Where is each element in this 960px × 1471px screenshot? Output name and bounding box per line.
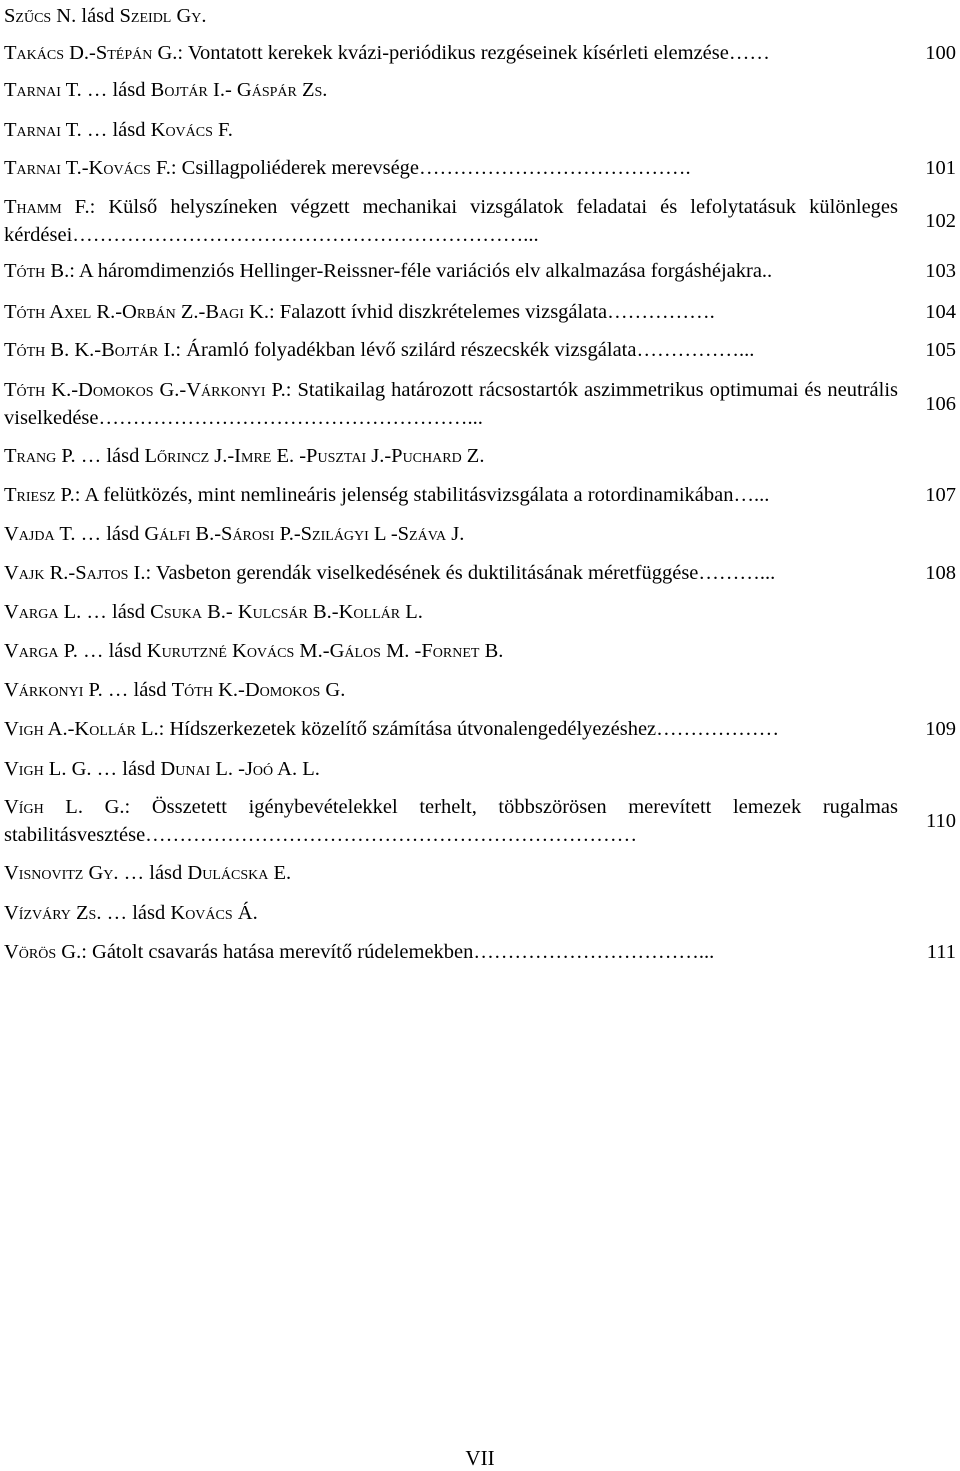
page-number: VII xyxy=(465,1446,495,1470)
entry-see: … lásd xyxy=(80,445,140,467)
entry-author: Triesz P.: xyxy=(4,484,81,506)
entry-see: … lásd xyxy=(123,862,183,884)
entry-reference: Kovács Á. xyxy=(170,902,258,924)
entry-reference: Kurutzné Kovács M.-Gálos M. -Fornet B. xyxy=(146,640,504,662)
entry-author: Várkonyi P. xyxy=(4,679,103,701)
entry-author: Varga L. xyxy=(4,601,82,623)
entry-page: 103 xyxy=(925,260,956,282)
entry-see: lásd xyxy=(81,5,115,27)
entry-title: A háromdimenziós Hellinger-Reissner-féle variációs elv alkalmazása forgáshéjakra.. xyxy=(78,260,773,282)
entry-reference: Tóth K.-Domokos G. xyxy=(171,679,346,701)
entry-reference: Lőrincz J.-Imre E. -Pusztai J.-Puchard Z. xyxy=(144,445,485,467)
entry-reference: Kovács F. xyxy=(150,119,233,141)
entry-reference: Dulácska E. xyxy=(187,862,292,884)
entry-author: Tóth Axel R.-Orbán Z.-Bagi K.: xyxy=(4,301,275,323)
entry-reference: Bojtár I.- Gáspár Zs. xyxy=(150,79,328,101)
entry-page: 102 xyxy=(925,210,956,232)
entry-title: Csillagpoliéderek merevsége…………………………………. xyxy=(181,157,691,179)
entry-title: A felütközés, mint nemlineáris jelenség stabilitásvizsgálata a rotordinamikában…... xyxy=(84,484,770,506)
entry-title: Áramló folyadékban lévő szilárd részecskék vizsgálata……………... xyxy=(186,339,755,361)
entry-page: 110 xyxy=(926,810,956,832)
entry-title: Vontatott kerekek kvázi-periódikus rezgéseinek kísérleti elemzése…… xyxy=(187,42,770,64)
entry-title: Vasbeton gerendák viselkedésének és duktilitásának méretfüggése………... xyxy=(155,562,776,584)
entry-page: 100 xyxy=(925,42,956,64)
entry-see: … lásd xyxy=(106,902,166,924)
entry-author: Visnovitz Gy. xyxy=(4,862,119,884)
entry-see: … lásd xyxy=(82,640,142,662)
entry-author: Tóth K.-Domokos G.-Várkonyi P.: xyxy=(4,379,292,401)
entry-page: 109 xyxy=(925,718,956,740)
entry-page: 105 xyxy=(925,339,956,361)
entry-reference: Dunai L. -Joó A. L. xyxy=(160,758,320,780)
entry-author: Vajk R.-Sajtos I.: xyxy=(4,562,152,584)
entry-author: Vígh L. G.: xyxy=(4,796,131,818)
entry-see: … lásd xyxy=(86,79,146,101)
entry-reference: Gálfi B.-Sárosi P.-Szilágyi L -Száva J. xyxy=(144,523,465,545)
entry-author: Tarnai T.-Kovács F.: xyxy=(4,157,177,179)
entry-title: Falazott ívhid diszkrételemes vizsgálata……………. xyxy=(279,301,715,323)
entry-page: 107 xyxy=(925,484,956,506)
entry-author: Varga P. xyxy=(4,640,78,662)
entry-title: Külső helyszíneken végzett mechanikai vizsgálatok feladatai és lefolytatásuk különleges kérdései…………………………………………………………... xyxy=(4,196,898,246)
entry-page: 106 xyxy=(925,393,956,415)
entry-author: Szűcs N. xyxy=(4,5,77,27)
entry-author: Takács D.-Stépán G.: xyxy=(4,42,184,64)
entry-author: Tarnai T. xyxy=(4,79,82,101)
entry-page: 108 xyxy=(925,562,956,584)
entry-author: Tarnai T. xyxy=(4,119,82,141)
entry-page: 111 xyxy=(926,941,956,963)
entry-title: Összetett igénybevételekkel terhelt, többszörösen merevített lemezek rugalmas stabilitásvesztése……………………………………………………………… xyxy=(4,796,898,846)
entry-see: … lásd xyxy=(96,758,156,780)
entry-author: Vörös G.: xyxy=(4,941,87,963)
entry-reference: Szeidl Gy. xyxy=(119,5,207,27)
entry-author: Vajda T. xyxy=(4,523,76,545)
entry-title: Gátolt csavarás hatása merevítő rúdelemekben……………………………... xyxy=(92,941,715,963)
entry-see: … lásd xyxy=(80,523,140,545)
entry-author: Trang P. xyxy=(4,445,76,467)
entry-title: Statikailag határozott rácsostartók aszimmetrikus optimumai és neutrális viselkedése………………………………………………... xyxy=(4,379,898,429)
entry-page: 101 xyxy=(925,157,956,179)
entry-author: Vigh A.-Kollár L.: xyxy=(4,718,165,740)
entry-author: Tóth B. K.-Bojtár I.: xyxy=(4,339,182,361)
entry-author: Vigh L. G. xyxy=(4,758,92,780)
entry-reference: Csuka B.- Kulcsár B.-Kollár L. xyxy=(150,601,423,623)
entry-author: Vízváry Zs. xyxy=(4,902,102,924)
entry-see: … lásd xyxy=(86,119,146,141)
entry-page: 104 xyxy=(925,301,956,323)
entry-title: Hídszerkezetek közelítő számítása útvonalengedélyezéshez……………… xyxy=(169,718,780,740)
entry-author: Thamm F.: xyxy=(4,196,96,218)
entry-see: … lásd xyxy=(107,679,167,701)
entry-author: Tóth B.: xyxy=(4,260,75,282)
entry-see: … lásd xyxy=(86,601,146,623)
